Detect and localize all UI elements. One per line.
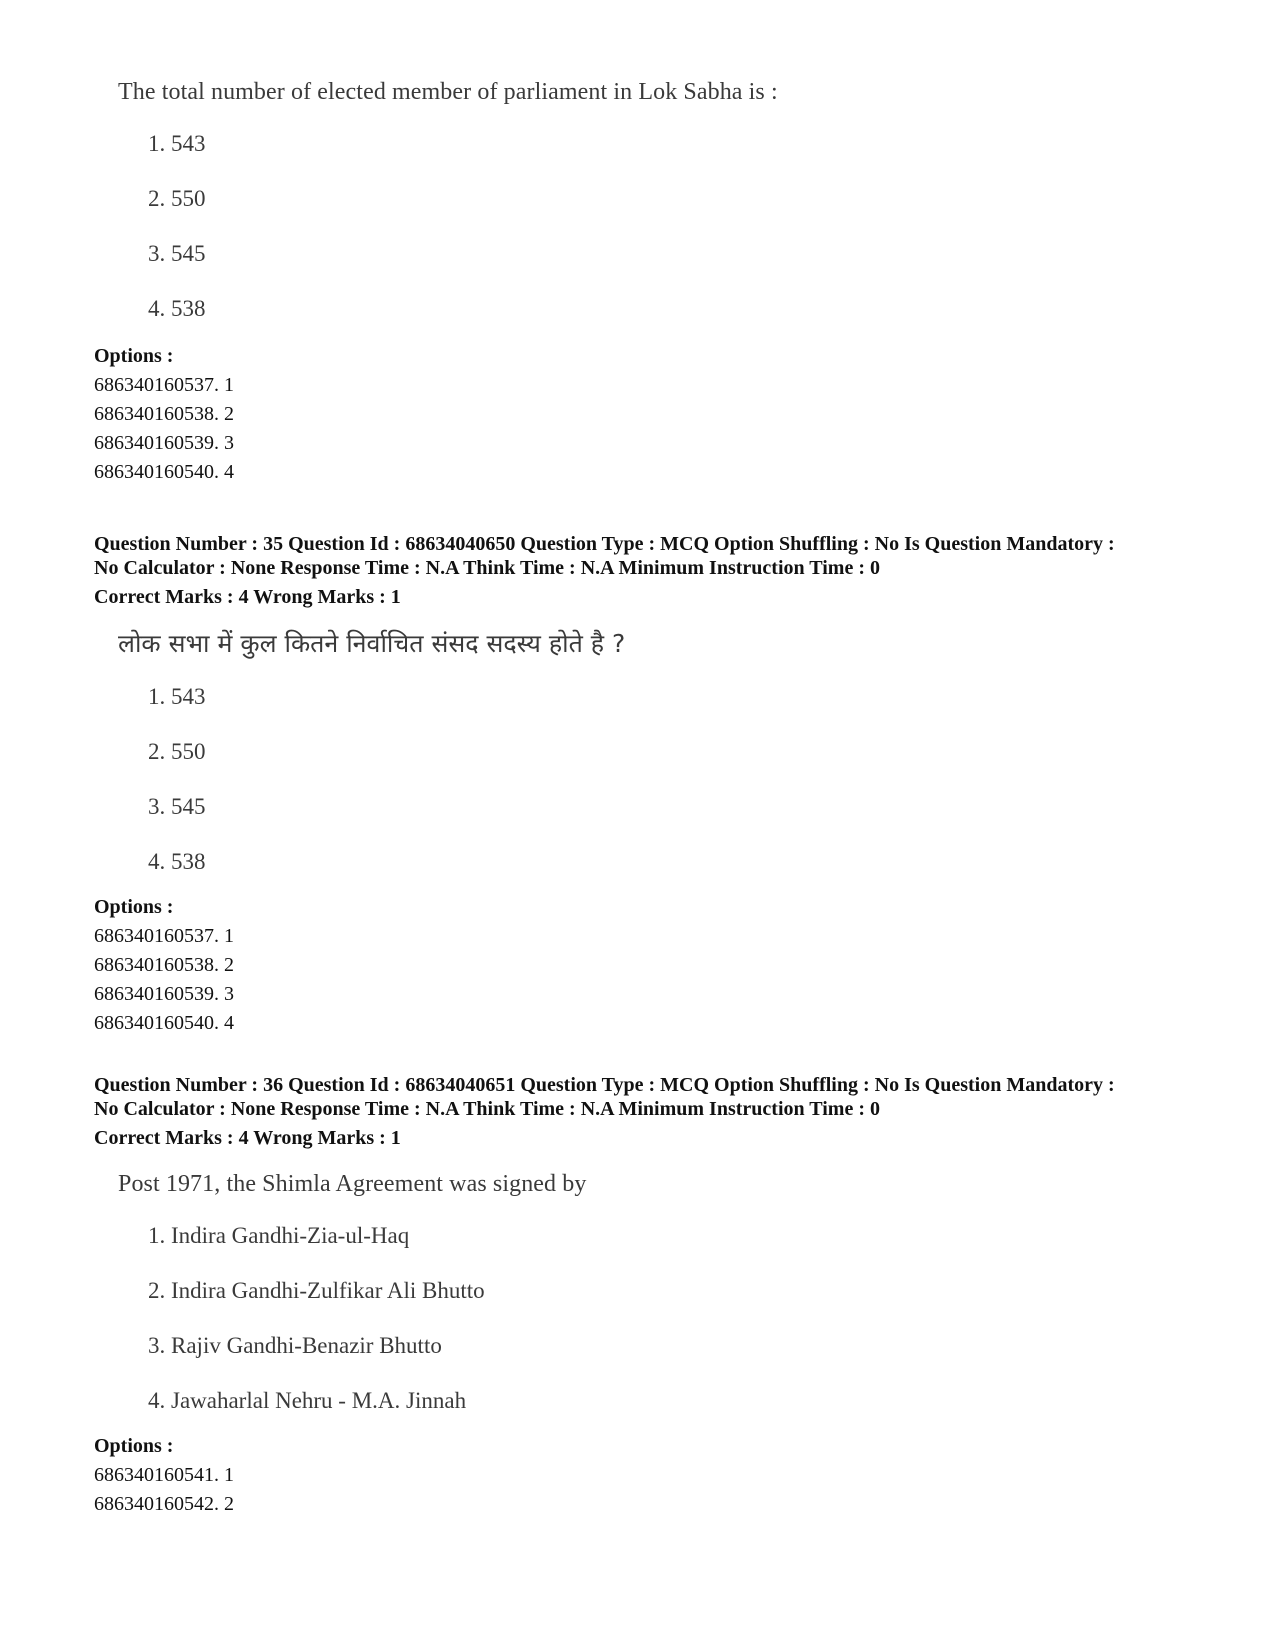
choice-item: 3. Rajiv Gandhi-Benazir Bhutto bbox=[148, 1333, 442, 1358]
question-meta bbox=[94, 1073, 1214, 1150]
options-heading: Options : bbox=[94, 345, 174, 367]
question-image bbox=[118, 1172, 1275, 1420]
question-text: The total number of elected member of parliament in Lok Sabha is : bbox=[118, 79, 778, 105]
choice-list bbox=[148, 1200, 1275, 1420]
options-section bbox=[94, 1432, 1275, 1519]
option-line: 686340160541. 1 bbox=[94, 1464, 234, 1486]
option-line: 686340160540. 4 bbox=[94, 1012, 234, 1034]
marks-line: Correct Marks : 4 Wrong Marks : 1 bbox=[94, 586, 401, 608]
choice-item: 3. 545 bbox=[148, 241, 206, 266]
question-image bbox=[118, 631, 1275, 881]
option-line: 686340160537. 1 bbox=[94, 925, 234, 947]
choice-list bbox=[148, 108, 1275, 328]
question-34 bbox=[0, 80, 1275, 487]
question-36 bbox=[0, 1073, 1275, 1519]
option-line: 686340160539. 3 bbox=[94, 432, 234, 454]
options-section bbox=[94, 893, 1275, 1038]
choice-item: 1. Indira Gandhi-Zia-ul-Haq bbox=[148, 1223, 410, 1248]
choice-item: 2. Indira Gandhi-Zulfikar Ali Bhutto bbox=[148, 1278, 485, 1303]
question-text: Post 1971, the Shimla Agreement was signed by bbox=[118, 1171, 587, 1197]
question-meta-line: No Calculator : None Response Time : N.A Think Time : N.A Minimum Instruction Time : 0 bbox=[94, 557, 880, 579]
option-line: 686340160542. 2 bbox=[94, 1493, 234, 1515]
choice-item: 1. 543 bbox=[148, 131, 206, 156]
option-line: 686340160539. 3 bbox=[94, 983, 234, 1005]
question-meta-line: No Calculator : None Response Time : N.A Think Time : N.A Minimum Instruction Time : 0 bbox=[94, 1098, 880, 1120]
choice-item: 4. 538 bbox=[148, 849, 206, 874]
choice-item: 4. 538 bbox=[148, 296, 206, 321]
question-meta-line: Question Number : 35 Question Id : 68634040650 Question Type : MCQ Option Shuffling : No Is Question Mandatory : bbox=[94, 533, 1115, 555]
options-heading: Options : bbox=[94, 896, 174, 918]
choice-list bbox=[148, 661, 1275, 881]
choice-item: 2. 550 bbox=[148, 186, 206, 211]
choice-item: 2. 550 bbox=[148, 739, 206, 764]
question-meta bbox=[94, 532, 1214, 609]
option-line: 686340160537. 1 bbox=[94, 374, 234, 396]
options-section bbox=[94, 342, 1275, 487]
question-text: लोक सभा में कुल कितने निर्वाचित संसद सदस्य होते है ? bbox=[118, 629, 626, 658]
question-meta-line: Question Number : 36 Question Id : 68634040651 Question Type : MCQ Option Shuffling : No Is Question Mandatory : bbox=[94, 1074, 1115, 1096]
option-line: 686340160538. 2 bbox=[94, 954, 234, 976]
choice-item: 3. 545 bbox=[148, 794, 206, 819]
question-35 bbox=[0, 532, 1275, 1038]
options-heading: Options : bbox=[94, 1435, 174, 1457]
choice-item: 1. 543 bbox=[148, 684, 206, 709]
choice-item: 4. Jawaharlal Nehru - M.A. Jinnah bbox=[148, 1388, 467, 1413]
question-image bbox=[118, 80, 1275, 328]
option-line: 686340160538. 2 bbox=[94, 403, 234, 425]
option-line: 686340160540. 4 bbox=[94, 461, 234, 483]
marks-line: Correct Marks : 4 Wrong Marks : 1 bbox=[94, 1127, 401, 1149]
